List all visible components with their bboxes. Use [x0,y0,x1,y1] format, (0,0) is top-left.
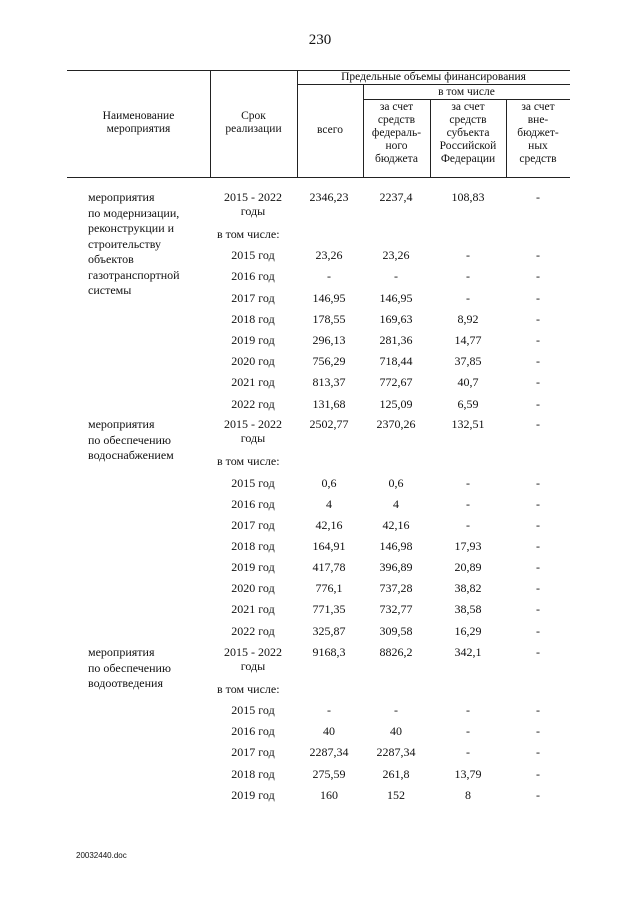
table-row-period: 2021 год [231,375,275,389]
group-2-summary-period: 2015 - 2022 годы [224,417,282,445]
file-name-footer: 20032440.doc [76,851,127,860]
table-row-federal: 718,44 [379,354,413,368]
header-bottom-rule [67,177,570,178]
group-1-summary-federal: 2237,4 [379,190,413,204]
table-row-regional: 38,82 [454,581,482,595]
group-3-including-label: в том числе: [217,682,280,696]
financing-rule [297,84,570,85]
group-1-summary-extra: - [536,190,540,204]
table-row-federal: 146,98 [379,539,413,553]
table-row-period: 2018 год [231,767,275,781]
table-row-extra: - [536,291,540,305]
table-row-federal: 281,36 [379,333,413,347]
header-extra: за счет вне- бюджет- ных средств [517,101,559,165]
table-row-federal: 40 [390,724,402,738]
group-2-summary-extra: - [536,417,540,431]
table-row-total: 325,87 [312,624,346,638]
table-row-total: 4 [326,497,332,511]
group-3-summary-federal: 8826,2 [379,645,413,659]
table-row-regional: 14,77 [454,333,482,347]
group-3-summary-regional: 342,1 [454,645,482,659]
group-3-summary-extra: - [536,645,540,659]
table-row-regional: 8 [465,788,471,802]
table-row-total: 2287,34 [309,745,349,759]
table-row-period: 2020 год [231,354,275,368]
group-2-summary-total: 2502,77 [309,417,349,431]
table-row-extra: - [536,248,540,262]
group-2-name: мероприятия по обеспечению водоснабжением [88,417,174,462]
table-row-regional: 37,85 [454,354,482,368]
table-row-period: 2019 год [231,788,275,802]
group-1-summary-total: 2346,23 [309,190,349,204]
table-row-total: 776,1 [315,581,343,595]
table-row-total: 275,59 [312,767,346,781]
table-row-federal: 732,77 [379,602,413,616]
table-row-total: 178,55 [312,312,346,326]
table-row-total: 160 [320,788,338,802]
table-row-regional: 20,89 [454,560,482,574]
table-row-extra: - [536,788,540,802]
table-row-period: 2015 год [231,703,275,717]
table-row-federal: 0,6 [388,476,404,490]
table-row-regional: 16,29 [454,624,482,638]
table-row-federal: 146,95 [379,291,413,305]
table-row-federal: 23,26 [382,248,410,262]
table-row-period: 2019 год [231,560,275,574]
table-row-period: 2015 год [231,476,275,490]
table-row-extra: - [536,518,540,532]
table-row-regional: 8,92 [457,312,479,326]
table-row-total: 23,26 [315,248,343,262]
table-row-regional: - [466,703,470,717]
table-row-regional: 13,79 [454,767,482,781]
table-row-total: 756,29 [312,354,346,368]
header-including: в том числе [438,86,495,98]
table-row-period: 2017 год [231,745,275,759]
table-row-total: - [327,269,331,283]
table-row-total: - [327,703,331,717]
table-row-total: 0,6 [321,476,337,490]
header-federal: за счет средств федераль- ного бюджета [371,101,422,165]
table-row-total: 42,16 [315,518,343,532]
table-row-federal: 152 [387,788,405,802]
header-financing: Предельные объемы финансирования [341,71,526,83]
table-row-total: 146,95 [312,291,346,305]
table-row-regional: 40,7 [457,375,479,389]
table-row-regional: 17,93 [454,539,482,553]
group-2-including-label: в том числе: [217,454,280,468]
table-row-extra: - [536,602,540,616]
group-1-summary-period: 2015 - 2022 годы [224,190,282,218]
table-row-extra: - [536,476,540,490]
table-row-extra: - [536,745,540,759]
table-row-period: 2020 год [231,581,275,595]
table-row-period: 2022 год [231,397,275,411]
table-row-period: 2018 год [231,312,275,326]
table-row-period: 2016 год [231,269,275,283]
table-row-federal: 261,8 [382,767,410,781]
table-row-total: 296,13 [312,333,346,347]
table-row-total: 40 [323,724,335,738]
table-row-federal: 169,63 [379,312,413,326]
page-number: 230 [308,32,332,48]
group-1-including-label: в том числе: [217,227,280,241]
table-row-extra: - [536,354,540,368]
table-row-extra: - [536,560,540,574]
table-row-extra: - [536,581,540,595]
group-2-summary-federal: 2370,26 [376,417,416,431]
table-row-total: 771,35 [312,602,346,616]
including-rule [363,99,570,100]
group-3-summary-period: 2015 - 2022 годы [224,645,282,673]
table-row-regional: 6,59 [457,397,479,411]
table-row-total: 131,68 [312,397,346,411]
table-row-period: 2018 год [231,539,275,553]
table-row-federal: 309,58 [379,624,413,638]
table-row-federal: - [394,703,398,717]
table-row-total: 164,91 [312,539,346,553]
table-row-extra: - [536,375,540,389]
table-row-extra: - [536,724,540,738]
table-row-extra: - [536,539,540,553]
table-row-federal: 772,67 [379,375,413,389]
table-row-federal: 4 [393,497,399,511]
table-row-extra: - [536,333,540,347]
group-3-name: мероприятия по обеспечению водоотведения [88,645,171,690]
table-row-federal: 2287,34 [376,745,416,759]
table-row-regional: - [466,518,470,532]
table-row-extra: - [536,269,540,283]
table-row-total: 813,37 [312,375,346,389]
table-row-period: 2016 год [231,497,275,511]
table-row-period: 2016 год [231,724,275,738]
table-row-period: 2022 год [231,624,275,638]
table-row-federal: 42,16 [382,518,410,532]
table-row-period: 2019 год [231,333,275,347]
table-row-regional: - [466,497,470,511]
table-row-period: 2017 год [231,518,275,532]
table-row-federal: 125,09 [379,397,413,411]
table-row-extra: - [536,497,540,511]
header-period: Срок реализации [225,110,282,135]
header-total: всего [317,124,343,136]
table-row-regional: - [466,476,470,490]
table-row-regional: - [466,269,470,283]
group-1-name: мероприятия по модернизации, реконструкции и строительству объектов газотранспортной системы [88,190,180,297]
table-row-extra: - [536,312,540,326]
table-row-extra: - [536,397,540,411]
table-row-extra: - [536,703,540,717]
header-regional: за счет средств субъекта Российской Федерации [439,101,497,165]
table-row-federal: - [394,269,398,283]
table-row-period: 2017 год [231,291,275,305]
table-row-regional: - [466,724,470,738]
table-row-regional: 38,58 [454,602,482,616]
table-row-total: 417,78 [312,560,346,574]
table-row-regional: - [466,291,470,305]
group-3-summary-total: 9168,3 [312,645,346,659]
table-row-period: 2015 год [231,248,275,262]
table-row-regional: - [466,745,470,759]
group-2-summary-regional: 132,51 [451,417,485,431]
table-row-regional: - [466,248,470,262]
table-row-federal: 737,28 [379,581,413,595]
table-row-period: 2021 год [231,602,275,616]
group-1-summary-regional: 108,83 [451,190,485,204]
table-row-extra: - [536,767,540,781]
header-name: Наименование мероприятия [102,110,175,135]
table-row-extra: - [536,624,540,638]
table-row-federal: 396,89 [379,560,413,574]
